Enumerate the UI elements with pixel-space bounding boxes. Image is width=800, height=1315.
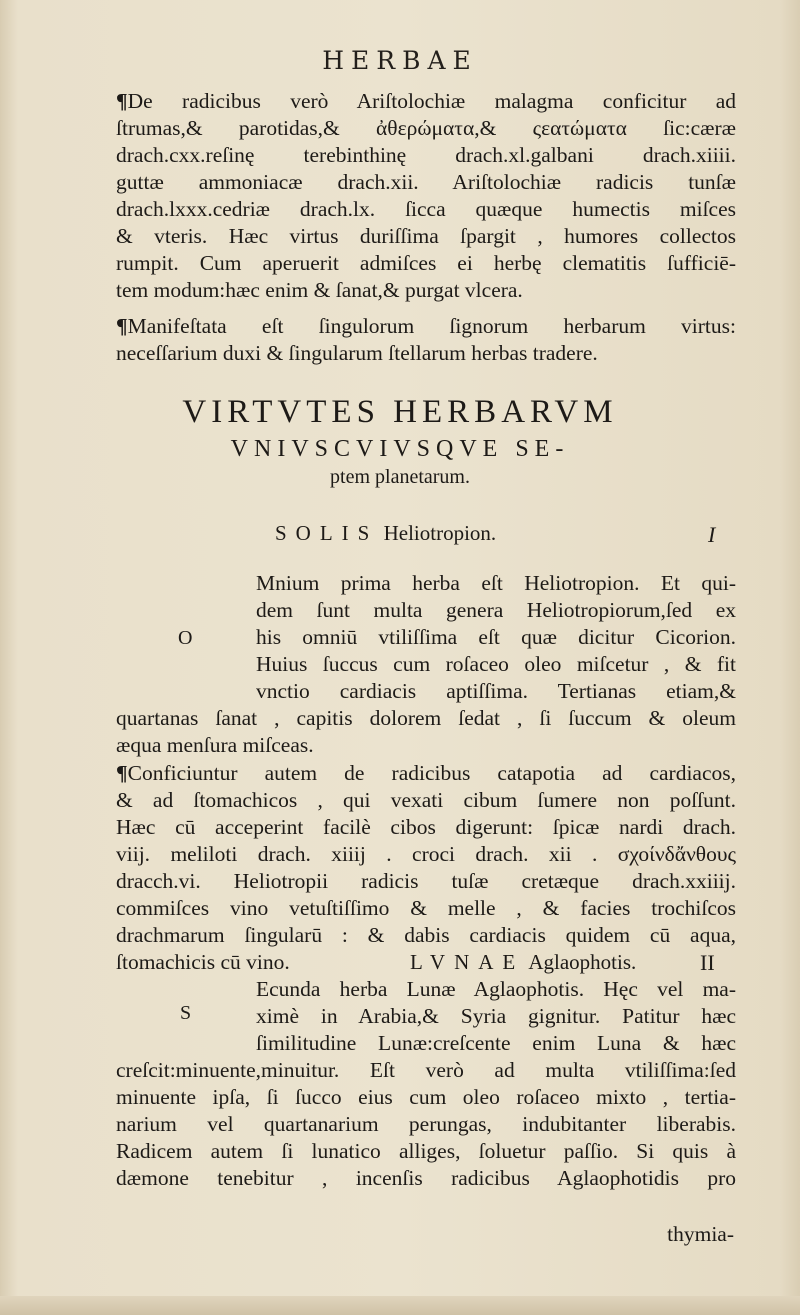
text-line: rumpit. Cum aperuerit admiſces ei herbę clematitis ſufficiē- xyxy=(116,251,736,275)
text-line: commiſces vino vetuſtiſſimo & melle , & facies trochiſcos xyxy=(116,896,736,920)
text-line: vnctio cardiacis aptiſſima. Tertianas etiam,& xyxy=(256,679,736,703)
text-line: tem modum:hæc enim & ſanat,& purgat vlcera. xyxy=(116,278,523,302)
text-line: his omniū vtiliſſima eſt quæ dicitur Cicorion. xyxy=(256,625,736,649)
paragraph-mark-icon: ¶ xyxy=(116,89,128,113)
subheading-solis xyxy=(275,521,496,546)
text-line: dracch.vi. Heliotropii radicis tuſæ cretæque drach.xxiiij. xyxy=(116,869,736,893)
text-line: narium vel quartanarium perungas, indubitanter liberabis. xyxy=(116,1112,736,1136)
text-line: guttæ ammoniacæ drach.xii. Ariſtolochiæ radicis tunſæ xyxy=(116,170,736,194)
paragraph-catapotia xyxy=(116,760,736,949)
text-line: dæmone tenebitur , incenſis radicibus Aglaophotidis pro xyxy=(116,1166,736,1190)
text-line: Ecunda herba Lunæ Aglaophotis. Hęc vel ma- xyxy=(256,977,736,1001)
section-number-2: II xyxy=(700,950,715,975)
catapotia-last-text: ſtomachicis cū vino. xyxy=(116,950,290,974)
running-head: HERBAE xyxy=(322,46,478,75)
subheading-lunae-caps: LVNAE xyxy=(410,950,525,974)
text-line: ¶Conficiuntur autem de radicibus catapotia ad cardiacos, xyxy=(116,761,736,785)
text-line: ¶De radicibus verò Ariſtolochiæ malagma conficitur ad xyxy=(116,89,736,113)
text-line: quartanas ſanat , capitis dolorem ſedat , ſi ſuccum & oleum xyxy=(116,706,736,730)
text-line: drach.lxxx.cedriæ drach.lx. ſicca quæque humectis miſces xyxy=(116,197,736,221)
text-line: & vteris. Hæc virtus duriſſima ſpargit , humores collectos xyxy=(116,224,736,248)
initial-guide-letter-o: O xyxy=(178,627,193,649)
text-line: Huius ſuccus cum roſaceo oleo miſcetur , & fit xyxy=(256,652,736,676)
text-line: Hæc cū acceperint facilè cibos digerunt: ſpicæ nardi drach. xyxy=(116,815,736,839)
paragraph-manifestata xyxy=(116,313,736,367)
text-line: neceſſarium duxi & ſingularum ſtellarum herbas tradere. xyxy=(116,341,598,365)
text-line: ſtrumas,& parotidas,& ἀθερώματα,& ςεατώματα ſic:cæræ xyxy=(116,116,736,140)
text-line: Radicem autem ſi lunatico alliges, ſoluetur paſſio. Si quis à xyxy=(116,1139,736,1163)
text-line: & ad ſtomachicos , qui vexati cibum ſumere non poſſunt. xyxy=(116,788,736,812)
paragraph-heliotropion xyxy=(116,570,736,759)
section-heading-line2: VNIVSCVIVSQVE SE- xyxy=(230,436,570,462)
page-bottom-edge xyxy=(0,1296,800,1315)
subheading-lunae-name: Aglaophotis. xyxy=(528,950,637,974)
text-line: ¶Manifeſtata eſt ſingulorum ſignorum herbarum virtus: xyxy=(116,314,736,338)
paragraph-mark-icon: ¶ xyxy=(116,314,128,338)
initial-guide-letter-s: S xyxy=(180,1002,192,1024)
text-line: creſcit:minuente,minuitur. Eſt verò ad multa vtiliſſima:ſed xyxy=(116,1058,736,1082)
section-heading-line3: ptem planetarum. xyxy=(330,466,470,488)
paragraph-aglaophotis xyxy=(116,976,736,1192)
text-line: drach.cxx.reſinę terebinthinę drach.xl.galbani drach.xiiii. xyxy=(116,143,736,167)
subheading-solis-name: Heliotropion. xyxy=(383,521,497,545)
paragraph-mark-icon: ¶ xyxy=(116,761,128,785)
subheading-solis-caps: SOLIS xyxy=(275,521,379,545)
text-line: ximè in Arabia,& Syria gignitur. Patitur hæc xyxy=(256,1004,736,1028)
text-line: æqua menſura miſceas. xyxy=(116,733,314,757)
subheading-lunae xyxy=(410,950,636,975)
text-line: minuente ipſa, ſi ſucco eius cum oleo roſaceo mixto , tertia- xyxy=(116,1085,736,1109)
text-line: Mnium prima herba eſt Heliotropion. Et qui- xyxy=(256,571,736,595)
text-line: dem ſunt multa genera Heliotropiorum,ſed ex xyxy=(256,598,736,622)
catchword: thymia- xyxy=(667,1222,734,1246)
text-line: ſimilitudine Lunæ:creſcente enim Luna & hæc xyxy=(256,1031,736,1055)
text-line: drachmarum ſingularū : & dabis cardiacis quidem cū aqua, xyxy=(116,923,736,947)
section-number-1: I xyxy=(708,522,716,547)
section-heading: VIRTVTES HERBARVM xyxy=(182,394,618,430)
text-line: viij. meliloti drach. xiiij . croci drach. xii . σχοίνδἄνθους xyxy=(116,842,736,866)
paragraph-aristolochia-malagma xyxy=(116,88,736,304)
